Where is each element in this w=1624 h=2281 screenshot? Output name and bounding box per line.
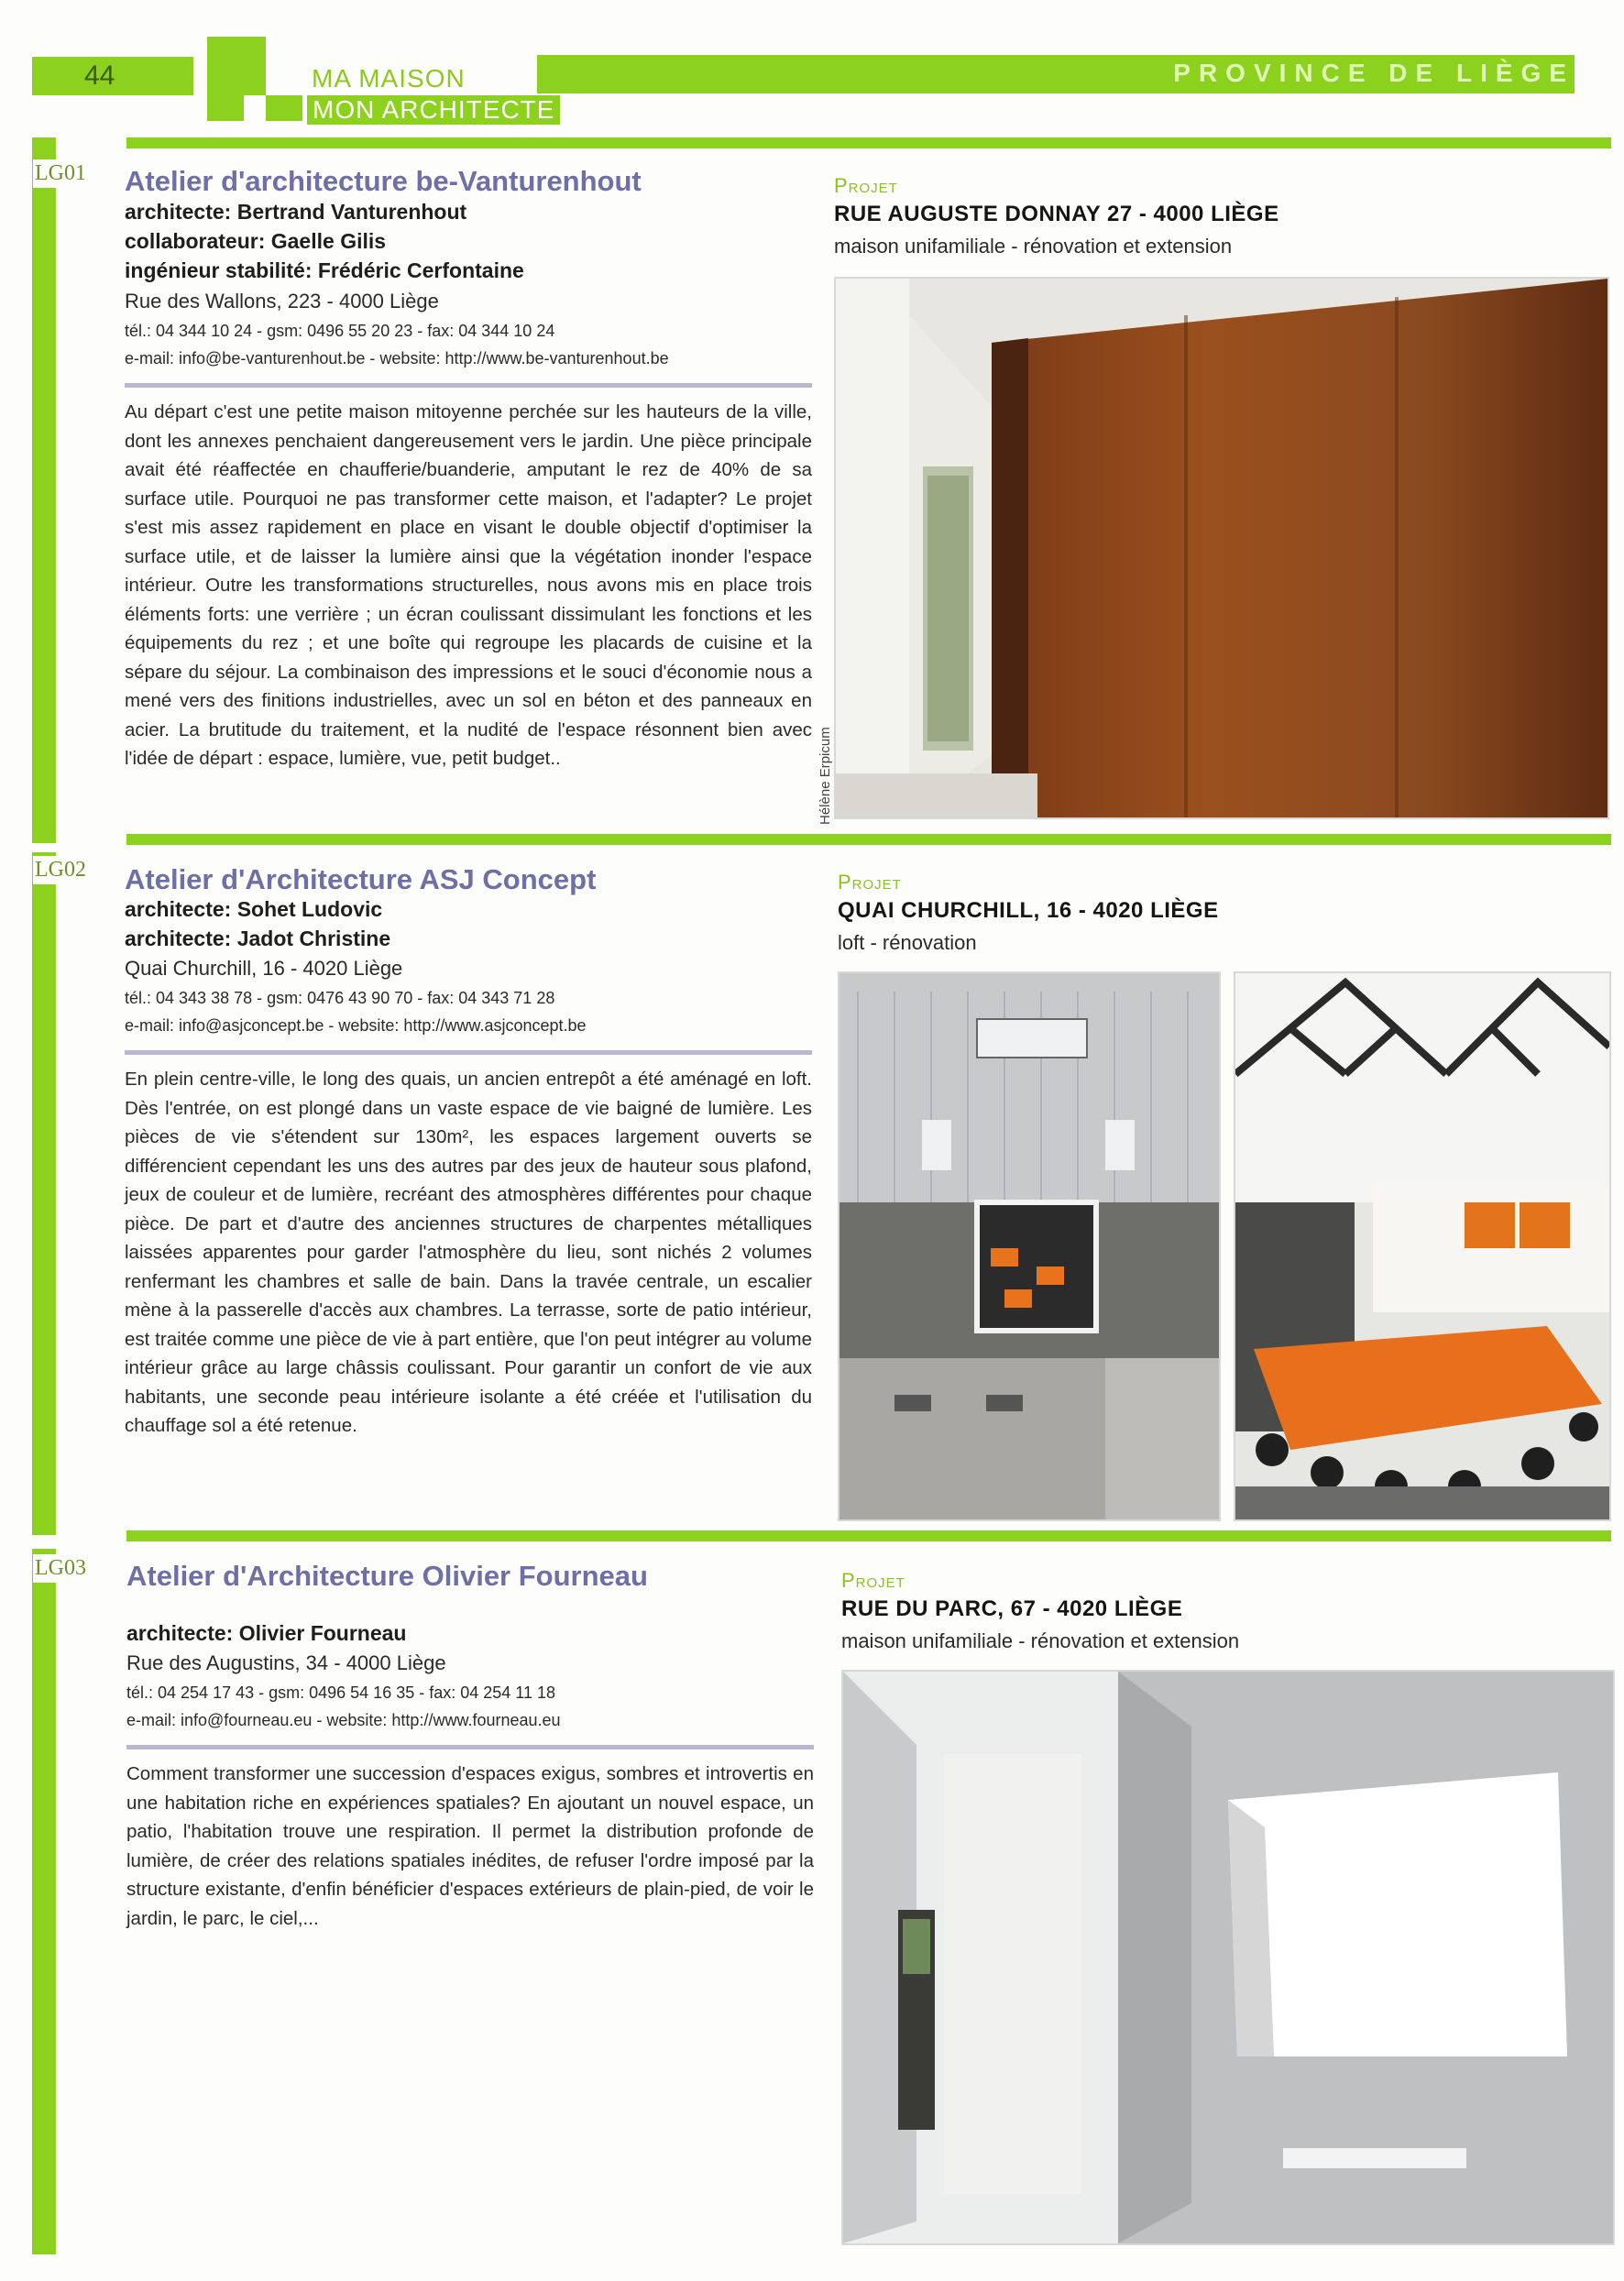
entry-code: LG01 [33, 159, 88, 188]
credit-line: architecte: Jadot Christine [125, 927, 391, 950]
projet-type: maison unifamiliale - rénovation et extension [841, 1629, 1240, 1652]
divider-rule [126, 1745, 814, 1749]
page-number: 44 [84, 60, 115, 91]
firm-web: e-mail: info@fourneau.eu - website: http://www.fourneau.eu [126, 1711, 561, 1729]
project-photo-facade [838, 971, 1221, 1521]
side-stripe-1 [32, 137, 56, 843]
firm-address: Rue des Wallons, 223 - 4000 Liège [125, 290, 439, 313]
entry-code: LG03 [33, 1554, 88, 1583]
firm-address: Quai Churchill, 16 - 4020 Liège [125, 957, 403, 980]
projet-address: QUAI CHURCHILL, 16 - 4020 LIÈGE [838, 898, 1219, 923]
project-photo-loft [1234, 971, 1611, 1521]
credit-line: architecte: Bertrand Vanturenhout [125, 200, 467, 224]
credit-line: collaborateur: Gaelle Gilis [125, 229, 387, 253]
entry-code: LG02 [33, 856, 88, 884]
logo-square-left [207, 95, 244, 121]
credit-line: architecte: Sohet Ludovic [125, 897, 383, 921]
section-rule-2 [126, 834, 1611, 845]
side-stripe-3 [32, 1549, 56, 2254]
firm-name: Atelier d'architecture be-Vanturenhout [125, 165, 642, 197]
projet-type: maison unifamiliale - rénovation et extension [834, 235, 1233, 258]
firm-name: Atelier d'Architecture ASJ Concept [125, 863, 597, 895]
projet-type: loft - rénovation [838, 931, 977, 954]
firm-name: Atelier d'Architecture Olivier Fourneau [126, 1560, 648, 1592]
photo-credit: Hélène Erpicum [817, 727, 833, 825]
firm-web: e-mail: info@asjconcept.be - website: http://www.asjconcept.be [125, 1016, 587, 1035]
project-description: En plein centre-ville, le long des quais, un ancien entrepôt a été aménagé en loft. Dès l'entrée, on est plongé dans un vaste espace de vie baigné de lumière. Les pièces de vie s'étendent sur 130m², les espaces largement ouverts se différencient cependant les uns des autres par des jeux de hauteur sous plafond, jeux de couleur et de lumière, recréant des atmosphères différentes pour chaque pièce. De part et d'autre des anciennes structures de charpentes métalliques laissées apparentes pour garder l'atmosphère du lieu, sont nichés 2 volumes renfermant les chambres et salle de bain. Dans la travée centrale, un escalier mène à la passerelle d'accès aux chambres. La terrasse, sorte de patio intérieur, est traitée comme une pièce de vie à part entière, que l'on peut intégrer au volume intérieur grâce au large châssis coulissant. Pour garantir un confort de vie aux habitants, une seconde peau intérieure isolante a été créée et l'utilisation du chauffage sol a été retenue. [125, 1069, 812, 1436]
logo-line1: MA MAISON [312, 64, 466, 93]
logo-square-bottom [266, 95, 302, 121]
project-description: Comment transformer une succession d'espaces exigus, sombres et introvertis en une habitation riche en expériences spatiales? En ajoutant un nouvel espace, un patio, l'habitation trouve une respiration. Il permet la distribution profonde de lumière, de créer des relations spatiales inédites, de refuser l'ordre imposé par la structure existante, d'enfin bénéficier d'espaces extérieurs de plain-pied, de voir le jardin, le parc, le ciel,... [126, 1763, 814, 1929]
province-label: PROVINCE DE LIÈGE [1173, 59, 1575, 87]
section-rule-3 [126, 1530, 1611, 1541]
divider-rule [125, 1050, 812, 1055]
logo-square-top [207, 37, 266, 95]
section-rule-1 [126, 137, 1611, 148]
firm-phones: tél.: 04 254 17 43 - gsm: 0496 54 16 35 - fax: 04 254 11 18 [126, 1683, 555, 1702]
credit-line: ingénieur stabilité: Frédéric Cerfontaine [125, 258, 524, 282]
projet-label: Projet [834, 174, 898, 197]
side-stripe-2 [32, 852, 56, 1535]
logo-line2: MON ARCHITECTE [307, 95, 560, 125]
divider-rule [125, 383, 812, 388]
projet-address: RUE DU PARC, 67 - 4020 LIÈGE [841, 1596, 1183, 1621]
firm-address: Rue des Augustins, 34 - 4000 Liège [126, 1651, 446, 1674]
projet-address: RUE AUGUSTE DONNAY 27 - 4000 LIÈGE [834, 202, 1279, 226]
project-photo-corridor [834, 277, 1609, 819]
firm-phones: tél.: 04 343 38 78 - gsm: 0476 43 90 70 - fax: 04 343 71 28 [125, 989, 555, 1007]
projet-label: Projet [841, 1569, 905, 1592]
credit-line: architecte: Olivier Fourneau [126, 1621, 407, 1645]
projet-label: Projet [838, 871, 902, 894]
firm-phones: tél.: 04 344 10 24 - gsm: 0496 55 20 23 - fax: 04 344 10 24 [125, 322, 555, 340]
project-photo-patio [841, 1670, 1615, 2245]
firm-web: e-mail: info@be-vanturenhout.be - website: http://www.be-vanturenhout.be [125, 349, 669, 367]
project-description: Au départ c'est une petite maison mitoyenne perchée sur les hauteurs de la ville, dont les annexes penchaient dangereusement vers le jardin. Une pièce principale avait été réaffectée en chaufferie/buanderie, amputant le rez de 40% de sa surface utile. Pourquoi ne pas transformer cette maison, et l'adapter? Le projet s'est mis assez rapidement en place en visant le double objectif d'optimiser la surface utile, et de laisser la lumière ainsi que la végétation inonder l'espace intérieur. Outre les transformations structurelles, nous avons mis en place trois éléments forts: une verrière ; un écran coulissant dissimulant les fonctions et les équipements du rez ; et une boîte qui regroupe les placards de cuisine et la sépare du séjour. La combinaison des impressions et le souci d'économie nous a mené vers des finitions industrielles, avec un sol en béton et des panneaux en acier. La brutitude du traitement, et la nudité de l'espace résonnent bien avec l'idée de départ : espace, lumière, vue, petit budget.. [125, 401, 812, 769]
